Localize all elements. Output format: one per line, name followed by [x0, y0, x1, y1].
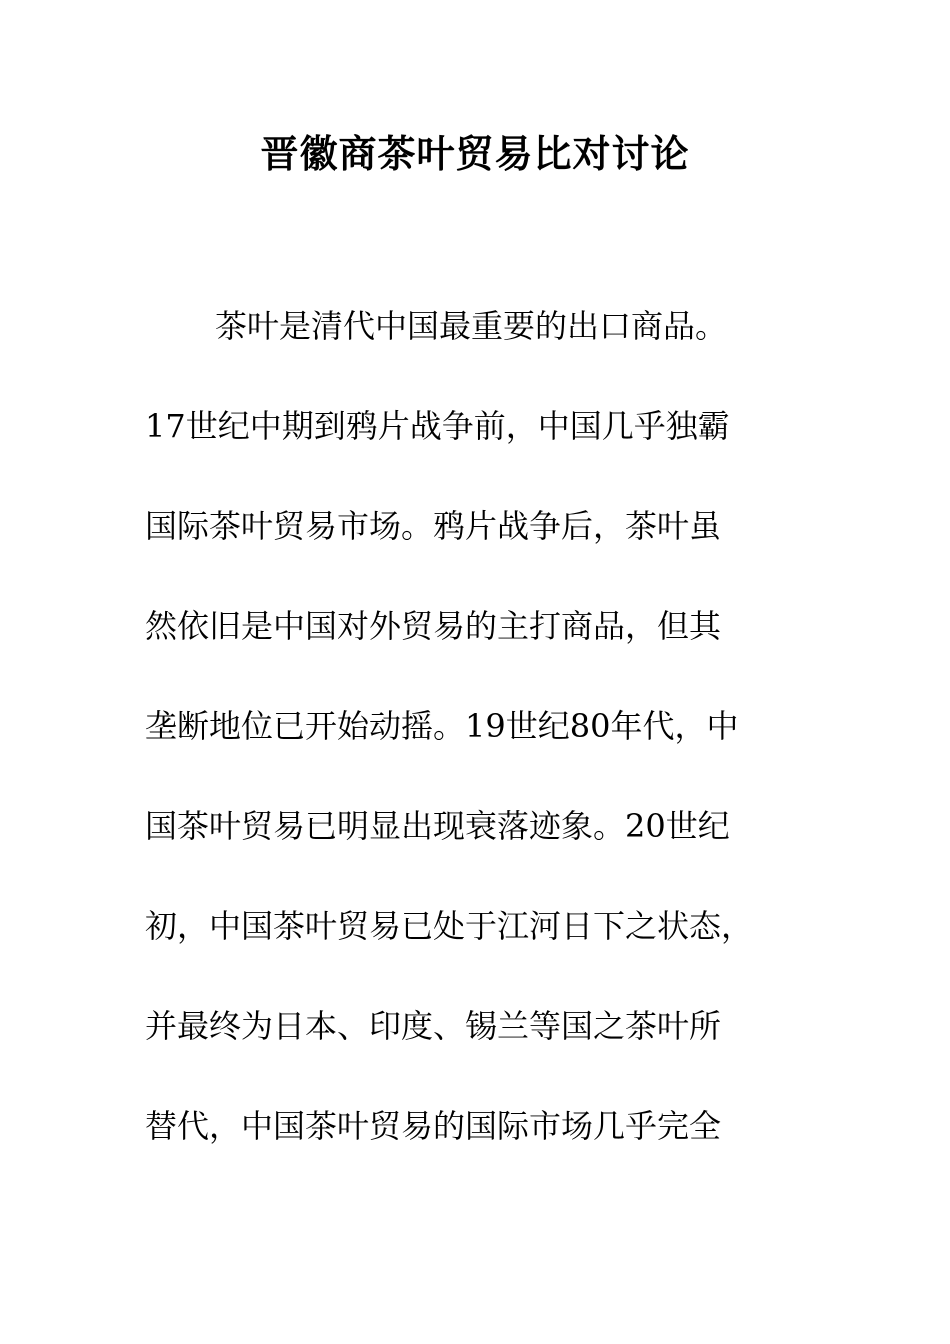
- body-line-4: 然依旧是中国对外贸易的主打商品，但其: [145, 607, 722, 645]
- body-line-5: 垄断地位已开始动摇。19世纪80年代，中: [145, 707, 739, 745]
- body-line-7: 初，中国茶叶贸易已处于江河日下之状态，: [145, 907, 754, 945]
- document-body: [145, 300, 825, 1200]
- body-line-8: 并最终为日本、印度、锡兰等国之茶叶所: [145, 1007, 722, 1045]
- body-line-6: 国茶叶贸易已明显出现衰落迹象。20世纪: [145, 807, 730, 845]
- document-title: 晋徽商茶叶贸易比对讨论: [260, 132, 690, 176]
- body-line-3: 国际茶叶贸易市场。鸦片战争后，茶叶虽: [145, 507, 722, 545]
- body-line-9: 替代，中国茶叶贸易的国际市场几乎完全: [145, 1107, 722, 1145]
- body-line-1: 茶叶是清代中国最重要的出口商品。: [215, 307, 728, 345]
- body-line-2: 17世纪中期到鸦片战争前，中国几乎独霸: [145, 407, 730, 445]
